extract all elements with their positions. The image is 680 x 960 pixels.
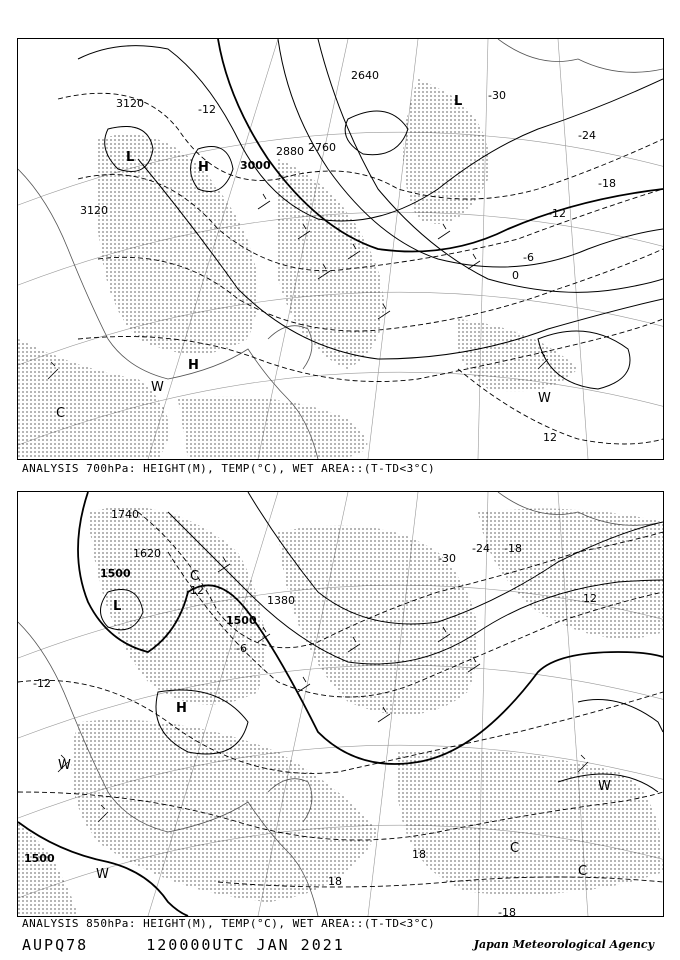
chart-header [22,936,345,954]
temp-label: -30 [488,89,506,102]
temp-label: 12 [583,592,597,605]
cold-center-label: C [578,864,588,879]
height-label: 2640 [351,69,379,82]
height-label: 1500 [24,852,55,865]
valid-time: 120000UTC JAN 2021 [146,936,345,954]
temp-label: -6 [523,251,534,264]
height-label: 3120 [80,204,108,217]
temp-label: -30 [438,552,456,565]
height-label: 2760 [308,141,336,154]
height-label: 1620 [133,547,161,560]
temp-label: -18 [504,542,522,555]
warm-center-label: W [151,380,164,395]
chart-id: AUPQ78 [22,936,89,954]
agency-credit: Japan Meteorological Agency [473,938,654,951]
height-label: 1740 [111,508,139,521]
temp-label: -12 [548,207,566,220]
caption-700hpa: ANALYSIS 700hPa: HEIGHT(M), TEMP(°C), WET AREA::(T-TD<3°C) [22,462,436,475]
cold-center-label: C [56,406,66,421]
height-label: 2880 [276,145,304,158]
wet-area-stipple [18,79,578,459]
height-label: 1500 [100,567,131,580]
caption-850hpa: ANALYSIS 850hPa: HEIGHT(M), TEMP(°C), WET AREA::(T-TD<3°C) [22,917,436,930]
temp-label: -6 [236,642,247,655]
low-center-label: L [113,599,122,614]
temp-label: -18 [598,177,616,190]
cold-center-label: C [510,841,520,856]
low-center-label: L [126,150,135,165]
warm-center-label: W [58,758,71,773]
low-center-label: L [454,94,463,109]
cold-center-label: C [190,569,200,584]
temp-label: -18 [498,906,516,916]
height-label: 3000 [240,159,271,172]
map-panel-850hpa [17,491,664,917]
warm-center-label: W [538,391,551,406]
height-label: 1380 [267,594,295,607]
temp-label: -12 [198,103,216,116]
high-center-label: H [176,701,187,716]
height-label: 3120 [116,97,144,110]
temp-label: 12 [543,431,557,444]
temp-label: 0 [512,269,519,282]
high-center-label: H [198,160,209,175]
temp-label: -24 [578,129,596,142]
temp-label: -12 [33,677,51,690]
map-700hpa-canvas [18,39,663,459]
warm-center-label: W [96,867,109,882]
map-panel-700hpa [17,38,664,460]
warm-center-label: W [598,779,611,794]
temp-label: 18 [328,875,342,888]
temp-label: -12 [186,584,204,597]
high-center-label: H [188,358,199,373]
map-850hpa-canvas [18,492,663,916]
height-label: 1500 [226,614,257,627]
temp-label: -24 [472,542,490,555]
temp-label: 18 [412,848,426,861]
